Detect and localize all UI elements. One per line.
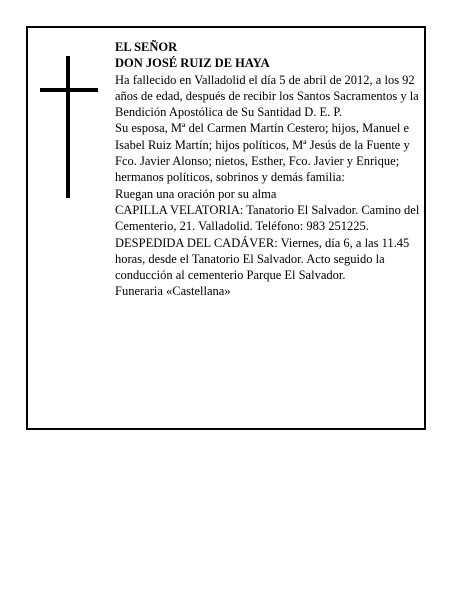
farewell-info: DESPEDIDA DEL CADÁVER: Viernes, día 6, a las 11.45 horas, desde el Tanatorio El Salvador. Acto seguido la conducción al cementerio Parque El Salvador. — [115, 235, 410, 283]
cross-icon — [40, 56, 100, 200]
obituary-notice — [26, 26, 426, 430]
heading-title: EL SEÑOR — [115, 40, 178, 54]
funeral-home: Funeraria «Castellana» — [115, 284, 231, 299]
prayer-request: Ruegan una oración por su alma — [115, 186, 277, 201]
deceased-name: DON JOSÉ RUIZ DE HAYA — [115, 56, 270, 71]
chapel-info: CAPILLA VELATORIA: Tanatorio El Salvador. Camino del Cementerio, 21. Valladolid. Teléfono: 983 251225. — [115, 202, 420, 234]
family-list: Su esposa, Mª del Carmen Martín Cestero; hijos, Manuel e Isabel Ruiz Martín; hijos políticos, Mª Jesús de la Fuente y Fco. Javier Alonso; nietos, Esther, Fco. Javier y Enrique; hermanos políticos, sobrinos y demás familia: — [115, 121, 410, 185]
death-announcement: Ha fallecido en Valladolid el día 5 de abril de 2012, a los 92 años de edad, después de recibir los Santos Sacramentos y la Bendición Apostólica de Su Santidad D. E. P. — [115, 72, 419, 120]
notice-text — [115, 39, 420, 300]
